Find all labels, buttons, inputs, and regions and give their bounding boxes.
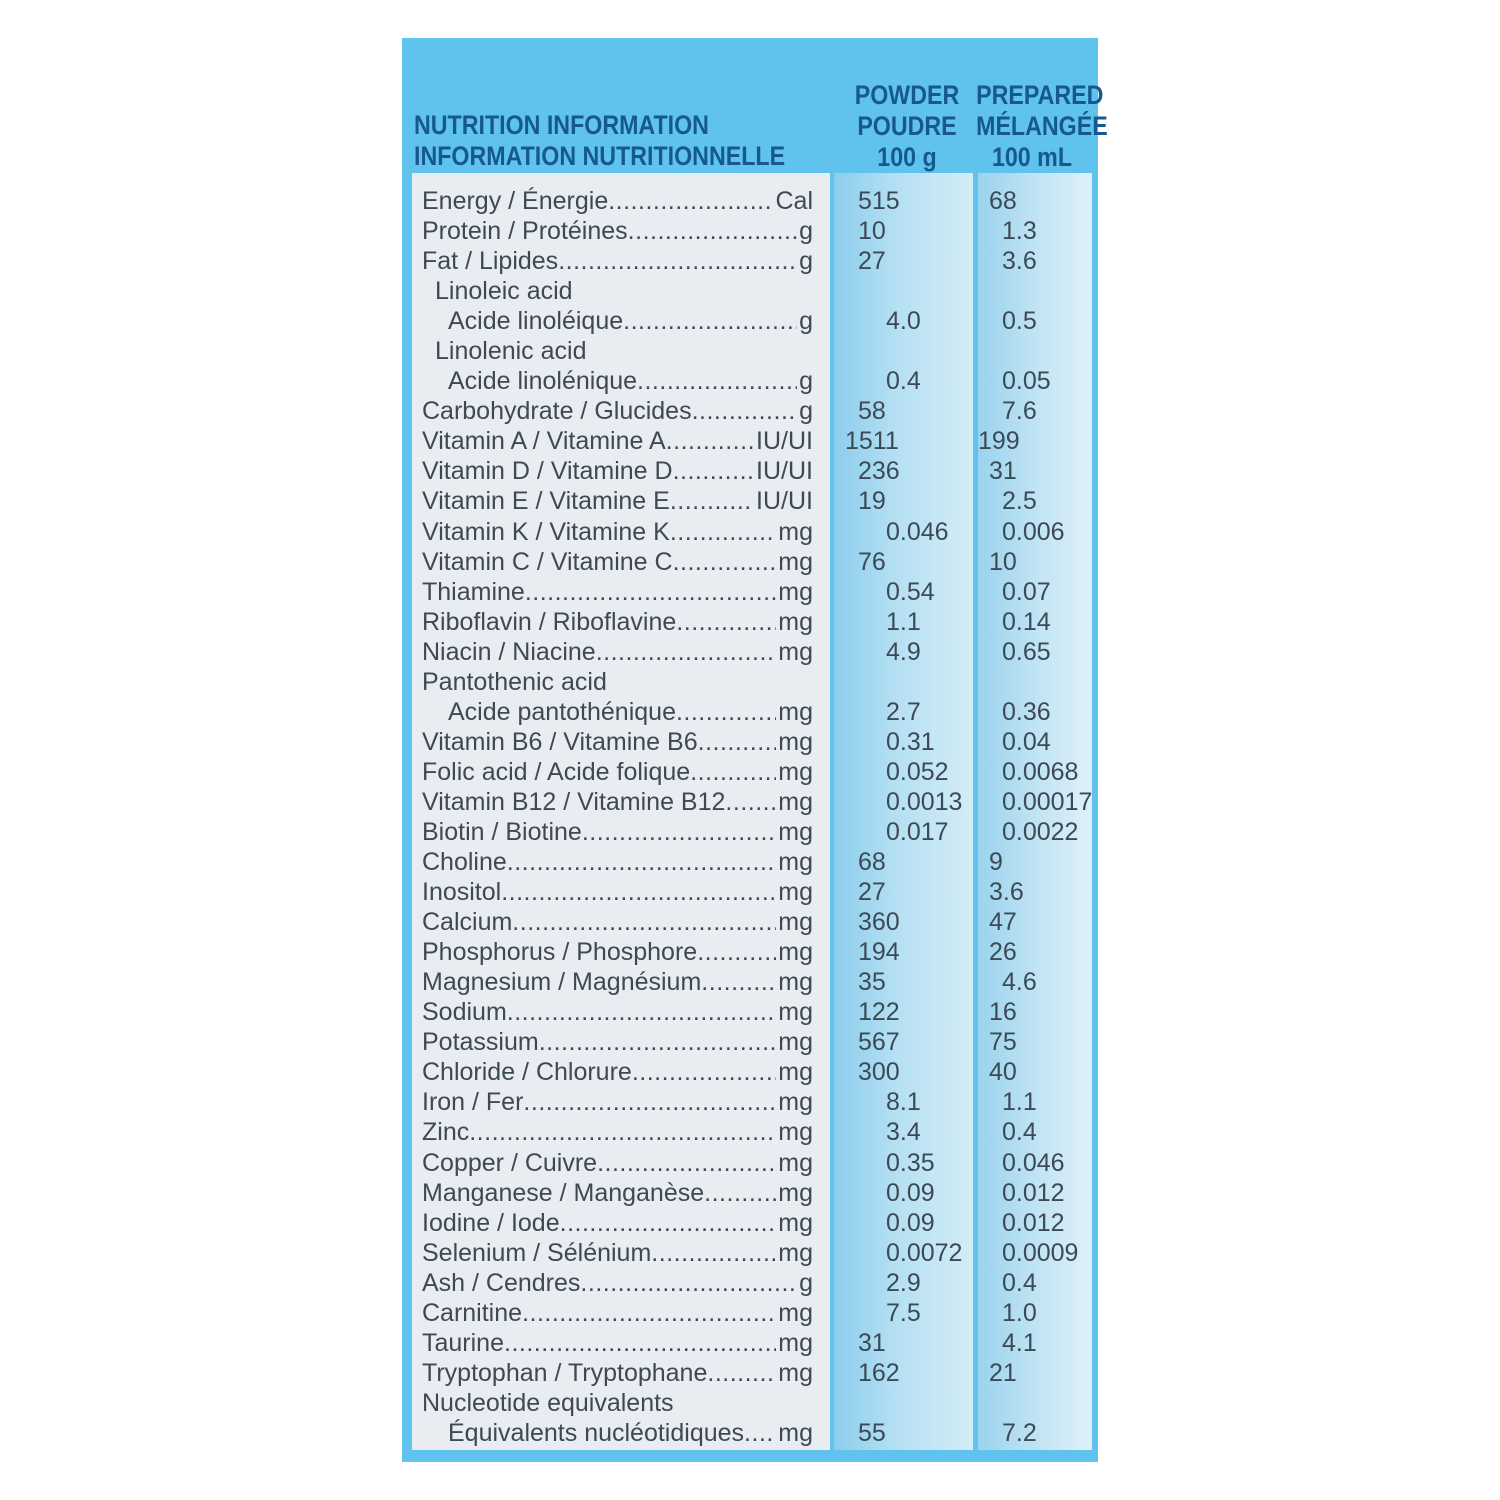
prepared-value: 47: [989, 908, 1017, 937]
nutrient-row: [0, 907, 1500, 937]
nutrient-row: [0, 577, 1500, 607]
nutrient-row: [0, 1027, 1500, 1057]
nutrient-row: [0, 336, 1500, 366]
nutrient-row: [0, 1148, 1500, 1178]
prepared-value: 10: [989, 547, 1017, 576]
prepared-value: 199: [978, 427, 1020, 456]
dot-leader: [525, 577, 776, 607]
prepared-value: 7.2: [1002, 1418, 1037, 1447]
prepared-value: 0.4: [1002, 1118, 1037, 1147]
nutrient-row: [0, 216, 1500, 246]
dot-leader: [701, 967, 776, 997]
dot-leader: [582, 817, 776, 847]
nutrient-label: [422, 607, 813, 637]
nutrient-name: Tryptophan / Tryptophane: [422, 1358, 708, 1387]
powder-value: 31: [858, 1328, 886, 1357]
nutrient-row: [0, 276, 1500, 306]
nutrient-row: [0, 1388, 1500, 1418]
powder-value: 19: [858, 487, 886, 516]
nutrient-label: [422, 486, 813, 516]
powder-value: 194: [858, 938, 900, 967]
nutrient-unit: IU/UI: [756, 427, 813, 456]
nutrient-row: [0, 637, 1500, 667]
dot-leader: [597, 1148, 776, 1178]
nutrient-row: [0, 757, 1500, 787]
prepared-value: 26: [989, 938, 1017, 967]
powder-value: 3.4: [886, 1118, 921, 1147]
nutrient-row: [0, 547, 1500, 577]
prepared-value: 31: [989, 457, 1017, 486]
powder-value: 162: [858, 1358, 900, 1387]
nutrient-label: [435, 336, 813, 366]
nutrient-name: Niacin / Niacine: [422, 637, 596, 666]
nutrient-unit: mg: [778, 607, 813, 636]
powder-value: 0.017: [886, 817, 949, 846]
prepared-value: 4.6: [1002, 968, 1037, 997]
powder-value: 55: [858, 1418, 886, 1447]
nutrient-name: Calcium: [422, 908, 513, 937]
nutrient-unit: mg: [778, 1418, 813, 1447]
dot-leader: [523, 1087, 776, 1117]
nutrient-label: [448, 1418, 813, 1448]
nutrient-row: [0, 1298, 1500, 1328]
nutrient-unit: mg: [778, 727, 813, 756]
dot-leader: [623, 306, 797, 336]
nutrient-row: [0, 1268, 1500, 1298]
nutrient-unit: mg: [778, 1118, 813, 1147]
prepared-value: 0.00017: [1002, 787, 1093, 816]
powder-value: 236: [858, 457, 900, 486]
prepared-value: 1.0: [1002, 1298, 1037, 1327]
nutrient-row: [0, 1087, 1500, 1117]
nutrient-name: Chloride / Chlorure: [422, 1058, 632, 1087]
prepared-value: 0.006: [1002, 517, 1065, 546]
prepared-value: 16: [989, 998, 1017, 1027]
nutrient-row: [0, 1117, 1500, 1147]
nutrient-name: Thiamine: [422, 577, 525, 606]
nutrient-name: Biotin / Biotine: [422, 817, 582, 846]
nutrient-unit: mg: [778, 1208, 813, 1237]
powder-value: 2.9: [886, 1268, 921, 1297]
nutrient-label: [422, 517, 813, 547]
nutrient-label: [448, 697, 813, 727]
nutrient-label: [422, 1358, 813, 1388]
nutrient-name: Acide linoléique: [448, 307, 624, 336]
dot-leader: [504, 1328, 776, 1358]
nutrient-name: Carnitine: [422, 1298, 523, 1327]
nutrient-label: [422, 937, 813, 967]
dot-leader: [512, 907, 776, 937]
nutrient-unit: mg: [778, 1148, 813, 1177]
nutrient-row: [0, 1358, 1500, 1388]
nutrient-row: [0, 727, 1500, 757]
dot-leader: [596, 637, 777, 667]
powder-value: 8.1: [886, 1088, 921, 1117]
dot-leader: [558, 246, 797, 276]
powder-value: 0.35: [886, 1148, 935, 1177]
dot-leader: [676, 697, 776, 727]
powder-value: 0.0072: [886, 1238, 963, 1267]
nutrient-row: [0, 937, 1500, 967]
dot-leader: [608, 186, 773, 216]
powder-value: 1511: [845, 427, 899, 456]
nutrient-unit: mg: [778, 697, 813, 726]
nutrient-label: [422, 577, 813, 607]
nutrient-label: [422, 1208, 813, 1238]
nutrient-row: [0, 997, 1500, 1027]
powder-value: 4.0: [886, 307, 921, 336]
nutrient-row: [0, 246, 1500, 276]
powder-header-en: POWDER: [854, 80, 960, 110]
powder-value: 0.052: [886, 757, 949, 786]
panel-title: [414, 110, 785, 172]
nutrient-row: [0, 877, 1500, 907]
nutrient-unit: Cal: [775, 187, 813, 215]
prepared-value: 0.05: [1002, 367, 1051, 396]
nutrient-name: Carbohydrate / Glucides: [422, 397, 692, 426]
nutrient-name: Phosphorus / Phosphore: [422, 938, 698, 967]
powder-header-fr: POUDRE: [857, 111, 957, 141]
nutrient-row: [0, 1238, 1500, 1268]
prepared-value: 9: [989, 848, 1003, 877]
powder-value: 360: [858, 908, 900, 937]
dot-leader: [632, 1057, 776, 1087]
nutrient-name: Acide linolénique: [448, 367, 638, 396]
nutrient-unit: mg: [778, 1088, 813, 1117]
powder-value: 35: [858, 968, 886, 997]
nutrient-label: [422, 246, 813, 276]
nutrient-label: [422, 1057, 813, 1087]
nutrient-label: [422, 1268, 813, 1298]
dot-leader: [744, 1418, 776, 1448]
nutrient-name: Équivalents nucléotidiques: [448, 1418, 745, 1447]
dot-leader: [673, 547, 777, 577]
powder-value: 515: [858, 187, 900, 215]
nutrient-unit: mg: [778, 1298, 813, 1327]
nutrient-row: [0, 1178, 1500, 1208]
nutrient-name: Vitamin C / Vitamine C: [422, 547, 673, 576]
powder-value: 4.9: [886, 637, 921, 666]
nutrient-row: [0, 667, 1500, 697]
nutrient-label: [422, 1328, 813, 1358]
nutrient-label: [422, 216, 813, 246]
prepared-column-header: [976, 80, 1108, 173]
nutrient-label: [422, 997, 813, 1027]
powder-value: 122: [858, 998, 900, 1027]
nutrient-name: Nucleotide equivalents: [422, 1388, 674, 1417]
nutrient-label: [422, 547, 813, 577]
dot-leader: [580, 1268, 797, 1298]
powder-value: 7.5: [886, 1298, 921, 1327]
nutrient-name: Pantothenic acid: [422, 667, 607, 696]
nutrient-name: Linoleic acid: [435, 277, 573, 306]
nutrient-name: Selenium / Sélénium: [422, 1238, 652, 1267]
nutrient-label: [422, 667, 813, 697]
nutrient-row: [0, 1328, 1500, 1358]
dot-leader: [673, 456, 754, 486]
nutrient-label: [422, 1298, 813, 1328]
prepared-value: 0.046: [1002, 1148, 1065, 1177]
nutrient-unit: mg: [778, 1328, 813, 1357]
prepared-value: 0.14: [1002, 607, 1051, 636]
prepared-value: 0.4: [1002, 1268, 1037, 1297]
dot-leader: [469, 1117, 776, 1147]
nutrient-row: [0, 396, 1500, 426]
nutrient-label: [422, 456, 813, 486]
nutrient-label: [422, 787, 813, 817]
nutrient-name: Choline: [422, 848, 507, 877]
nutrient-label: [422, 967, 813, 997]
prepared-value: 7.6: [1002, 397, 1037, 426]
powder-value: 10: [858, 217, 886, 246]
nutrient-row: [0, 1208, 1500, 1238]
nutrient-label: [422, 847, 813, 877]
nutrient-unit: mg: [778, 1358, 813, 1387]
nutrient-unit: mg: [778, 517, 813, 546]
nutrient-name: Vitamin K / Vitamine K: [422, 517, 670, 546]
nutrient-table: [0, 186, 1500, 1448]
powder-value: 1.1: [886, 607, 921, 636]
nutrient-row: [0, 697, 1500, 727]
dot-leader: [651, 1238, 776, 1268]
nutrient-row: [0, 967, 1500, 997]
dot-leader: [707, 1358, 776, 1388]
nutrient-unit: mg: [778, 757, 813, 786]
nutrient-name: Riboflavin / Riboflavine: [422, 607, 677, 636]
nutrient-row: [0, 426, 1500, 456]
prepared-value: 40: [989, 1058, 1017, 1087]
prepared-value: 0.07: [1002, 577, 1051, 606]
nutrient-label: [422, 637, 813, 667]
prepared-value: 1.1: [1002, 1088, 1037, 1117]
nutrient-name: Taurine: [422, 1328, 504, 1357]
nutrient-name: Vitamin B6 / Vitamine B6: [422, 727, 698, 756]
powder-value: 0.0013: [886, 787, 963, 816]
powder-value: 0.09: [886, 1178, 935, 1207]
nutrient-unit: g: [799, 367, 813, 396]
nutrient-label: [422, 817, 813, 847]
dot-leader: [507, 847, 776, 877]
nutrient-unit: mg: [778, 787, 813, 816]
nutrient-name: Folic acid / Acide folique: [422, 757, 691, 786]
nutrient-label: [422, 1238, 813, 1268]
dot-leader: [690, 757, 776, 787]
nutrient-name: Iron / Fer: [422, 1088, 524, 1117]
nutrient-label: [422, 1178, 813, 1208]
prepared-value: 0.65: [1002, 637, 1051, 666]
nutrient-row: [0, 306, 1500, 336]
dot-leader: [704, 1178, 776, 1208]
nutrient-name: Linolenic acid: [435, 337, 587, 366]
dot-leader: [676, 607, 776, 637]
nutrient-label: [422, 907, 813, 937]
nutrient-unit: mg: [778, 547, 813, 576]
prepared-value: 3.6: [1002, 247, 1037, 276]
nutrient-label: [422, 1388, 813, 1418]
nutrient-name: Copper / Cuivre: [422, 1148, 598, 1177]
nutrient-unit: mg: [778, 1238, 813, 1267]
dot-leader: [628, 216, 797, 246]
nutrient-unit: mg: [778, 908, 813, 937]
nutrient-name: Iodine / Iode: [422, 1208, 560, 1237]
prepared-value: 0.5: [1002, 307, 1037, 336]
nutrient-name: Vitamin A / Vitamine A: [422, 427, 666, 456]
prepared-value: 68: [989, 187, 1017, 215]
dot-leader: [501, 877, 776, 907]
nutrient-label: [422, 186, 813, 216]
nutrient-unit: g: [799, 217, 813, 246]
nutrient-unit: mg: [778, 1058, 813, 1087]
nutrient-unit: mg: [778, 1028, 813, 1057]
dot-leader: [692, 396, 798, 426]
nutrient-name: Zinc: [422, 1118, 470, 1147]
dot-leader: [697, 937, 776, 967]
nutrient-label: [448, 306, 813, 336]
nutrient-name: Acide pantothénique: [448, 697, 676, 726]
nutrient-label: [422, 727, 813, 757]
powder-value: 27: [858, 878, 886, 907]
prepared-value: 21: [989, 1358, 1017, 1387]
nutrient-name: Vitamin E / Vitamine E: [422, 487, 670, 516]
nutrient-row: [0, 366, 1500, 396]
nutrient-label: [422, 1027, 813, 1057]
nutrient-unit: mg: [778, 577, 813, 606]
prepared-value: 0.0068: [1002, 757, 1079, 786]
nutrient-label: [435, 276, 813, 306]
nutrient-name: Inositol: [422, 878, 502, 907]
nutrient-unit: mg: [778, 938, 813, 967]
dot-leader: [637, 366, 797, 396]
powder-value: 0.046: [886, 517, 949, 546]
prepared-value: 4.1: [1002, 1328, 1037, 1357]
nutrient-unit: mg: [778, 848, 813, 877]
nutrient-row: [0, 1418, 1500, 1448]
powder-value: 76: [858, 547, 886, 576]
dot-leader: [698, 727, 777, 757]
powder-column-header: [851, 80, 963, 173]
nutrient-name: Magnesium / Magnésium: [422, 968, 702, 997]
prepared-value: 0.04: [1002, 727, 1051, 756]
nutrient-unit: g: [799, 397, 813, 426]
powder-header-amount: 100 g: [877, 142, 937, 172]
prepared-header-fr: MÉLANGÉE: [976, 111, 1108, 141]
nutrient-name: Ash / Cendres: [422, 1268, 581, 1297]
nutrient-label: [422, 757, 813, 787]
nutrient-unit: g: [799, 1268, 813, 1297]
prepared-value: 1.3: [1002, 217, 1037, 246]
nutrient-label: [422, 1148, 813, 1178]
powder-value: 58: [858, 397, 886, 426]
nutrient-name: Protein / Protéines: [422, 217, 628, 246]
dot-leader: [507, 997, 777, 1027]
nutrient-label: [422, 1117, 813, 1147]
prepared-value: 75: [989, 1028, 1017, 1057]
nutrient-name: Energy / Énergie: [422, 187, 609, 215]
dot-leader: [666, 426, 754, 456]
nutrient-name: Fat / Lipides: [422, 247, 559, 276]
nutrient-row: [0, 517, 1500, 547]
dot-leader: [560, 1208, 777, 1238]
prepared-header-en: PREPARED: [976, 80, 1104, 110]
powder-value: 0.4: [886, 367, 921, 396]
nutrient-unit: mg: [778, 998, 813, 1027]
prepared-header-amount: 100 mL: [991, 142, 1073, 172]
nutrient-unit: mg: [778, 968, 813, 997]
nutrient-unit: IU/UI: [756, 487, 813, 516]
prepared-value: 2.5: [1002, 487, 1037, 516]
nutrient-row: [0, 486, 1500, 516]
nutrient-row: [0, 456, 1500, 486]
prepared-value: 0.0022: [1002, 817, 1079, 846]
powder-value: 300: [858, 1058, 900, 1087]
powder-value: 68: [858, 848, 886, 877]
powder-value: 0.09: [886, 1208, 935, 1237]
nutrient-row: [0, 186, 1500, 216]
prepared-value: 0.012: [1002, 1178, 1065, 1207]
dot-leader: [725, 787, 776, 817]
nutrient-name: Sodium: [422, 998, 507, 1027]
nutrient-unit: mg: [778, 878, 813, 907]
prepared-value: 0.0009: [1002, 1238, 1079, 1267]
nutrient-name: Potassium: [422, 1028, 539, 1057]
nutrient-label: [422, 1087, 813, 1117]
nutrient-unit: IU/UI: [756, 457, 813, 486]
nutrient-unit: mg: [778, 817, 813, 846]
title-english: NUTRITION INFORMATION: [414, 110, 709, 140]
powder-value: 0.31: [886, 727, 935, 756]
nutrient-label: [422, 426, 813, 456]
nutrient-unit: g: [799, 307, 813, 336]
powder-value: 2.7: [886, 697, 921, 726]
powder-value: 567: [858, 1028, 900, 1057]
powder-value: 27: [858, 247, 886, 276]
nutrient-unit: mg: [778, 637, 813, 666]
dot-leader: [670, 486, 754, 516]
nutrient-name: Vitamin B12 / Vitamine B12: [422, 787, 726, 816]
prepared-value: 0.36: [1002, 697, 1051, 726]
nutrient-label: [422, 396, 813, 426]
nutrient-row: [0, 607, 1500, 637]
dot-leader: [539, 1027, 777, 1057]
nutrient-unit: mg: [778, 1178, 813, 1207]
powder-value: 0.54: [886, 577, 935, 606]
nutrient-row: [0, 817, 1500, 847]
dot-leader: [522, 1298, 776, 1328]
nutrient-label: [448, 366, 813, 396]
title-french: INFORMATION NUTRITIONNELLE: [414, 141, 786, 171]
nutrient-name: Vitamin D / Vitamine D: [422, 457, 673, 486]
nutrient-unit: g: [799, 247, 813, 276]
dot-leader: [670, 517, 776, 547]
nutrient-row: [0, 1057, 1500, 1087]
prepared-value: 0.012: [1002, 1208, 1065, 1237]
nutrient-row: [0, 787, 1500, 817]
nutrient-row: [0, 847, 1500, 877]
nutrient-name: Manganese / Manganèse: [422, 1178, 705, 1207]
nutrient-label: [422, 877, 813, 907]
prepared-value: 3.6: [989, 878, 1024, 907]
